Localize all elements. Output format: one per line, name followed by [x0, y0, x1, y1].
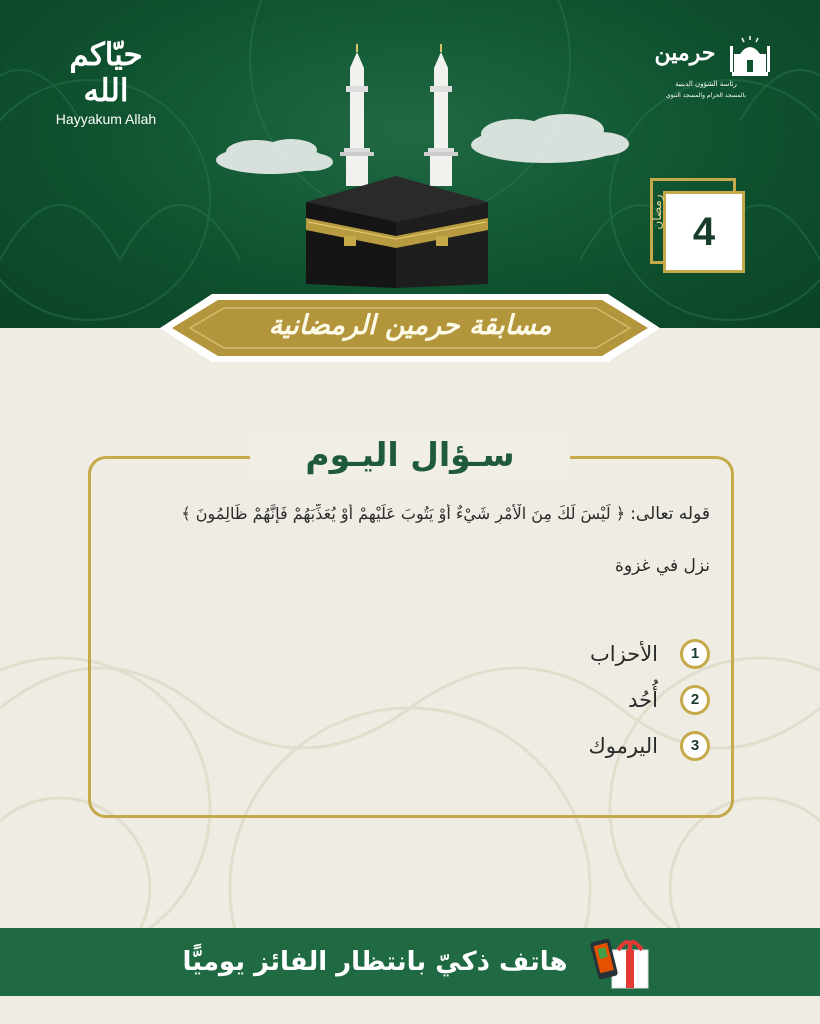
brand-right-name: حرمين — [654, 40, 716, 66]
verse-text: لَيْسَ لَكَ مِنَ الْأَمْرِ شَيْءٌ أَوْ يَتُوبَ عَلَيْهِمْ أَوْ يُعَذِّبَهُمْ فَإِنَّهُمْ ظَالِمُونَ — [195, 504, 611, 523]
option-3[interactable] — [520, 730, 710, 770]
cloud-left — [216, 139, 333, 174]
verse-intro: قوله تعالى: — [630, 504, 710, 524]
cloud-right — [471, 114, 629, 163]
minaret-left — [340, 44, 374, 186]
month-label: رمضان — [650, 194, 664, 230]
option-2[interactable] — [520, 684, 710, 724]
brand-right-sub2: بالمسجد الحرام والمسجد النبوي — [665, 92, 747, 99]
header — [0, 0, 820, 328]
option-label: اليرموك — [588, 734, 658, 758]
question-verse — [104, 504, 710, 524]
option-number: 2 — [680, 685, 710, 715]
hayyakum-allah-logo — [44, 38, 168, 127]
prize-text: هاتف ذكيّ بانتظار الفائز يوميًّا — [182, 947, 568, 977]
brand-left-calligraphy: حيّاكم الله — [69, 37, 143, 109]
verse-open-bracket: ﴿ — [615, 504, 626, 523]
option-1[interactable] — [520, 638, 710, 678]
mosque-icon — [730, 36, 770, 82]
option-number: 1 — [680, 639, 710, 669]
haramain-logo — [646, 36, 776, 116]
option-label: الأحزاب — [590, 642, 658, 666]
question-heading: سـؤال اليـوم — [250, 432, 570, 478]
option-number: 3 — [680, 731, 710, 761]
competition-title: مسابقة حرمين الرمضانية — [268, 310, 552, 341]
kaaba — [306, 176, 488, 288]
day-counter — [650, 178, 736, 264]
verse-close-bracket: ﴾ — [181, 504, 191, 523]
question-prompt: نزل في غزوة — [615, 556, 710, 576]
kaaba-illustration — [196, 40, 646, 300]
gift-phone-icon — [588, 932, 660, 992]
brand-right-sub1: رئاسة الشؤون الدينية — [675, 80, 737, 88]
minaret-right — [424, 44, 458, 186]
bottom-strip — [0, 996, 820, 1024]
day-number: 4 — [692, 210, 716, 254]
brand-left-latin: Hayyakum Allah — [55, 111, 157, 128]
option-label: أُحُد — [628, 688, 658, 712]
